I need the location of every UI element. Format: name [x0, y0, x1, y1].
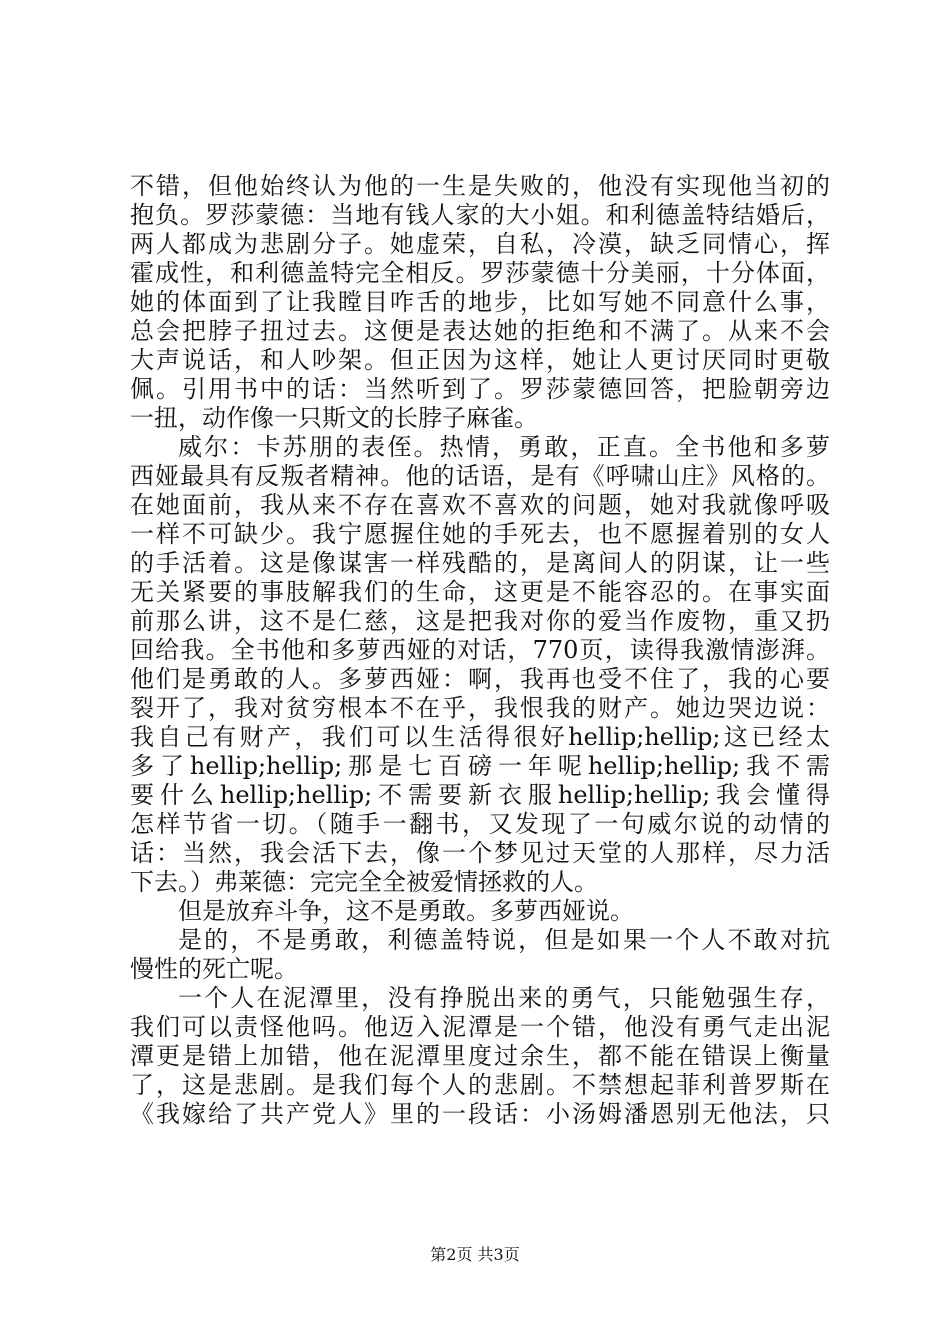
text-line: 的手活着。这是像谋害一样残酷的，是离间人的阴谋，让一些	[130, 549, 830, 577]
text-line: 《我嫁给了共产党人》里的一段话：小汤姆潘恩别无他法，只	[130, 1100, 830, 1128]
page-footer	[0, 1242, 950, 1265]
text-line: 他们是勇敢的人。多萝西娅：啊，我再也受不住了，我的心要	[130, 665, 830, 693]
body-text	[130, 172, 830, 1129]
text-line: 多了hellip;hellip;那是七百磅一年呢hellip;hellip;我不需	[130, 752, 830, 780]
text-line: 我自己有财产，我们可以生活得很好hellip;hellip;这已经太	[130, 723, 830, 751]
text-line: 回给我。全书他和多萝西娅的对话，770页，读得我激情澎湃。	[130, 636, 830, 664]
text-line: 了，这是悲剧。是我们每个人的悲剧。不禁想起菲利普罗斯在	[130, 1071, 830, 1099]
text-line: 一个人在泥潭里，没有挣脱出来的勇气，只能勉强生存，	[178, 984, 830, 1012]
text-line: 我们可以责怪他吗。他迈入泥潭是一个错，他没有勇气走出泥	[130, 1013, 830, 1041]
text-line: 她的体面到了让我瞠目咋舌的地步，比如写她不同意什么事，	[130, 288, 830, 316]
text-line: 但是放弃斗争，这不是勇敢。多萝西娅说。	[178, 897, 634, 925]
text-line: 霍成性，和利德盖特完全相反。罗莎蒙德十分美丽，十分体面，	[130, 259, 830, 287]
text-line: 总会把脖子扭过去。这便是表达她的拒绝和不满了。从来不会	[130, 317, 830, 345]
text-line: 慢性的死亡呢。	[130, 955, 298, 983]
text-line: 下去。）弗莱德：完完全全被爱情拯救的人。	[130, 868, 598, 896]
text-line: 西娅最具有反叛者精神。他的话语，是有《呼啸山庄》风格的。	[130, 462, 830, 490]
text-line: 一样不可缺少。我宁愿握住她的手死去，也不愿握着别的女人	[130, 520, 830, 548]
text-line: 前那么讲，这不是仁慈，这是把我对你的爱当作废物，重又扔	[130, 607, 830, 635]
text-line: 佩。引用书中的话：当然听到了。罗莎蒙德回答，把脸朝旁边	[130, 375, 830, 403]
text-line: 潭更是错上加错，他在泥潭里度过余生，都不能在错误上衡量	[130, 1042, 830, 1070]
text-line: 要什么hellip;hellip;不需要新衣服hellip;hellip;我会懂得	[130, 781, 830, 809]
text-line: 是的，不是勇敢，利德盖特说，但是如果一个人不敢对抗	[178, 926, 830, 954]
text-line: 威尔：卡苏朋的表侄。热情，勇敢，正直。全书他和多萝	[178, 433, 830, 461]
text-line: 怎样节省一切。（随手一翻书，又发现了一句威尔说的动情的	[130, 810, 830, 838]
text-line: 一扭，动作像一只斯文的长脖子麻雀。	[130, 404, 538, 432]
text-line: 无关紧要的事肢解我们的生命，这更是不能容忍的。在事实面	[130, 578, 830, 606]
text-line: 在她面前，我从来不存在喜欢不喜欢的问题，她对我就像呼吸	[130, 491, 830, 519]
text-line: 裂开了，我对贫穷根本不在乎，我恨我的财产。她边哭边说：	[130, 694, 830, 722]
text-line: 话：当然，我会活下去，像一个梦见过天堂的人那样，尽力活	[130, 839, 830, 867]
text-line: 抱负。罗莎蒙德：当地有钱人家的大小姐。和利德盖特结婚后，	[130, 201, 830, 229]
page-number: 第2页 共3页	[430, 1245, 520, 1264]
text-line: 大声说话，和人吵架。但正因为这样，她让人更讨厌同时更敬	[130, 346, 830, 374]
text-line: 不错，但他始终认为他的一生是失败的，他没有实现他当初的	[130, 172, 830, 200]
text-line: 两人都成为悲剧分子。她虚荣，自私，冷漠，缺乏同情心，挥	[130, 230, 830, 258]
